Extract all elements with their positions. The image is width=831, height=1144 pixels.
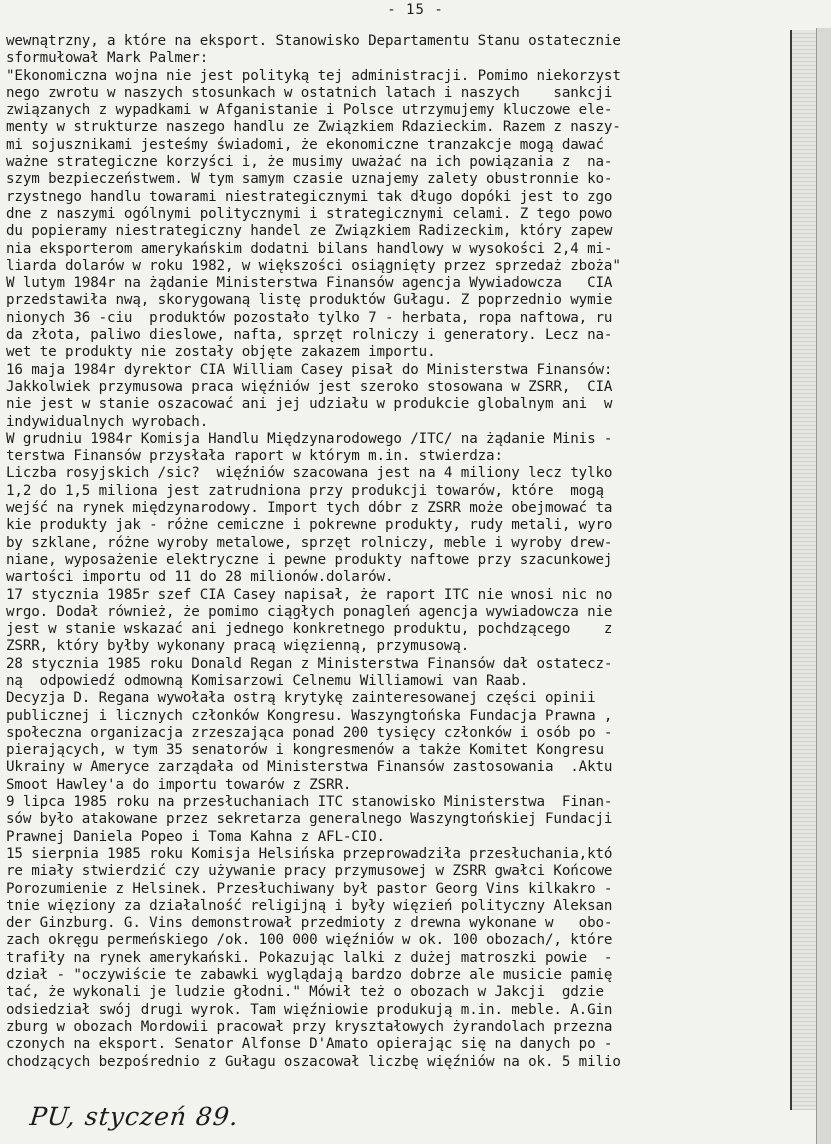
text-line: wewnątrzny, a które na eksport. Stanowisko Departamentu Stanu ostatecznie bbox=[6, 33, 621, 49]
text-line: wrgo. Dodał również, że pomimo ciągłych ponagleń agencja wywiadowcza nie bbox=[6, 603, 613, 620]
text-line: niane, wyposażenie elektryczne i pewne produkty naftowe przy szacunkowej bbox=[6, 551, 613, 568]
text-line: Ukrainy w Ameryce zarządała od Ministerstwa Finansów zastosowania .Aktu bbox=[6, 759, 613, 776]
text-line: liarda dolarów w roku 1982, w większości osiągnięty przez sprzedaż zboża" bbox=[6, 257, 621, 274]
text-line: 17 stycznia 1985r szef CIA Casey napisał, że raport ITC nie wnosi nic no bbox=[6, 586, 613, 603]
text-line: zburg w obozach Mordowii pracował przy kryształowych żyrandolach przezna bbox=[6, 1018, 613, 1035]
text-line: ZSRR, który byłby wykonany pracą więzienną, przymusową. bbox=[6, 638, 470, 655]
text-line: dne z naszymi ogólnymi politycznymi i strategicznymi celami. Z tego powo bbox=[6, 205, 613, 222]
text-line: nia eksporterom amerykańskim dodatni bilans handlowy w wysokości 2,4 mi- bbox=[6, 240, 613, 257]
text-line: ważne strategiczne korzyści i, że musimy uważać na ich powiązania z na- bbox=[6, 154, 613, 171]
text-line: menty w strukturze naszego handlu ze Związkiem Rdazieckim. Razem z naszy- bbox=[6, 119, 621, 136]
text-line: rzystnego handlu towarami niestrategicznymi tak długo dopóki jest to zgo bbox=[6, 188, 613, 205]
text-line: W grudniu 1984r Komisja Handlu Międzynarodowego /ITC/ na żądanie Minis - bbox=[6, 430, 613, 447]
text-line: nego zwrotu w naszych stosunkach w ostatnich latach i naszych sankcji bbox=[6, 84, 613, 101]
text-line: Porozumienie z Helsinek. Przesłuchiwany był pastor Georg Vins kilkakro - bbox=[6, 880, 613, 897]
handwritten-signature: PU, styczeń 89. bbox=[28, 1102, 241, 1131]
page-number: - 15 - bbox=[387, 2, 444, 18]
text-line: da złota, paliwo dieslowe, nafta, sprzęt rolniczy i generatory. Lecz na- bbox=[6, 327, 613, 344]
text-line: by szklane, różne wyroby metalowe, sprzęt rolniczy, meble i wyroby drew- bbox=[6, 534, 613, 551]
text-line: terstwa Finansów przysłała raport w którym m.in. stwierdza: bbox=[6, 448, 503, 465]
text-line: Prawnej Daniela Popeo i Toma Kahna z AFL-CIO. bbox=[6, 828, 385, 845]
text-line: W lutym 1984r na żądanie Ministerstwa Finansów agencja Wywiadowcza CIA bbox=[6, 275, 613, 292]
text-line: sów było atakowane przez sekretarza generalnego Waszyngtońskiej Fundacji bbox=[6, 811, 613, 828]
text-line: sformułował Mark Palmer: bbox=[6, 50, 209, 67]
text-line: dział - "oczywiście te zabawki wyglądają bardzo dobrze ale musicie pamię bbox=[6, 967, 613, 984]
text-line: publicznej i licznych członków Kongresu. Waszyngtońska Fundacja Prawna , bbox=[6, 707, 613, 724]
text-line: czonych na eksport. Senator Alfonse D'Amato opierając się na danych po - bbox=[6, 1036, 613, 1053]
text-line: ną odpowiedź odmowną Komisarzowi Celnemu Williamowi van Raab. bbox=[6, 672, 529, 689]
text-line: 1,2 do 1,5 miliona jest zatrudniona przy produkcji towarów, które mogą bbox=[6, 482, 604, 499]
text-line: tać, że wykonali je ludzie głodni." Mówił też o obozach w Jakcji gdzie bbox=[6, 984, 604, 1001]
text-line: der Ginzburg. G. Vins demonstrował przedmioty z drewna wykonane w obo- bbox=[6, 915, 613, 932]
text-line: jest w stanie wskazać ani jednego konkretnego produktu, pochdzącego z bbox=[6, 621, 613, 638]
text-line: "Ekonomiczna wojna nie jest polityką tej administracji. Pomimo niekorzyst bbox=[6, 67, 621, 84]
text-line: odsiedział swój drugi wyrok. Tam więźniowie produkują m.in. meble. A.Gin bbox=[6, 1001, 613, 1018]
text-line: du popieramy niestrategiczny handel ze Związkiem Radizeckim, który zapew bbox=[6, 223, 613, 240]
text-line: 15 sierpnia 1985 roku Komisja Helsińska przeprowadziła przesłuchania,któ bbox=[6, 845, 613, 862]
text-line: związanych z wypadkami w Afganistanie i Polsce utrzymujemy kluczowe ele- bbox=[6, 102, 613, 119]
text-line: 28 stycznia 1985 roku Donald Regan z Ministerstwa Finansów dał ostatecz- bbox=[6, 655, 613, 672]
binding-margin-strip bbox=[790, 30, 818, 1110]
text-line: szym bezpieczeństwem. W tym samym czasie uznajemy zalety obustronnie ko- bbox=[6, 171, 613, 188]
text-line: trafiły na rynek amerykański. Pokazując lalki z dużej matroszki powie - bbox=[6, 949, 613, 966]
text-line: Smoot Hawley'a do importu towarów z ZSRR. bbox=[6, 776, 352, 793]
text-line: re miały stwierdzić czy używanie pracy przymusowej w ZSRR gwałci Końcowe bbox=[6, 863, 613, 880]
text-line: mi sojusznikami jesteśmy świadomi, że ekonomiczne tranzakcje mogą dawać bbox=[6, 136, 604, 153]
text-line: chodzących bezpośrednio z Gułagu oszacował liczbę więźniów na ok. 5 milio bbox=[6, 1053, 621, 1070]
text-line: 16 maja 1984r dyrektor CIA William Casey pisał do Ministerstwa Finansów: bbox=[6, 361, 613, 378]
text-line: Decyzja D. Regana wywołała ostrą krytykę zainteresowanej części opinii bbox=[6, 690, 596, 707]
text-line: Liczba rosyjskich /sic? więźniów szacowana jest na 4 miliony lecz tylko bbox=[6, 465, 613, 482]
page-edge-shadow bbox=[816, 28, 831, 1144]
text-line: społeczna organizacja zrzeszająca ponad 200 tysięcy członków i osób po - bbox=[6, 724, 613, 741]
text-line: wet te produkty nie zostały objęte zakazem importu. bbox=[6, 344, 436, 361]
text-line: indywidualnych wyrobach. bbox=[6, 413, 209, 430]
text-line: przedstawiła nwą, skorygowaną listę produktów Gułagu. Z poprzednio wymie bbox=[6, 292, 613, 309]
text-line: kie produkty jak - różne cemiczne i pokrewne produkty, rudy metali, wyro bbox=[6, 517, 613, 534]
text-line: nionych 36 -ciu produktów pozostało tylko 7 - herbata, ropa naftowa, ru bbox=[6, 309, 613, 326]
typewritten-body-text bbox=[6, 33, 791, 1071]
text-line: Jakkolwiek przymusowa praca więźniów jest szeroko stosowana w ZSRR, CIA bbox=[6, 378, 613, 395]
text-line: tnie więziony za działalność religijną i były więzień polityczny Aleksan bbox=[6, 897, 613, 914]
text-line: wartości importu od 11 do 28 milionów.dolarów. bbox=[6, 569, 394, 586]
text-line: zach okręgu permeńskiego /ok. 100 000 więźniów w ok. 100 obozach/, które bbox=[6, 932, 613, 949]
text-line: pierających, w tym 35 senatorów i kongresmenów a także Komitet Kongresu bbox=[6, 742, 604, 759]
text-line: wejść na rynek międzynarodowy. Import tych dóbr z ZSRR może obejmować ta bbox=[6, 500, 613, 517]
text-line: nie jest w stanie oszacować ani jej udziału w produkcie globalnym ani w bbox=[6, 396, 613, 413]
text-line: 9 lipca 1985 roku na przesłuchaniach ITC stanowisko Ministerstwa Finan- bbox=[6, 794, 613, 811]
